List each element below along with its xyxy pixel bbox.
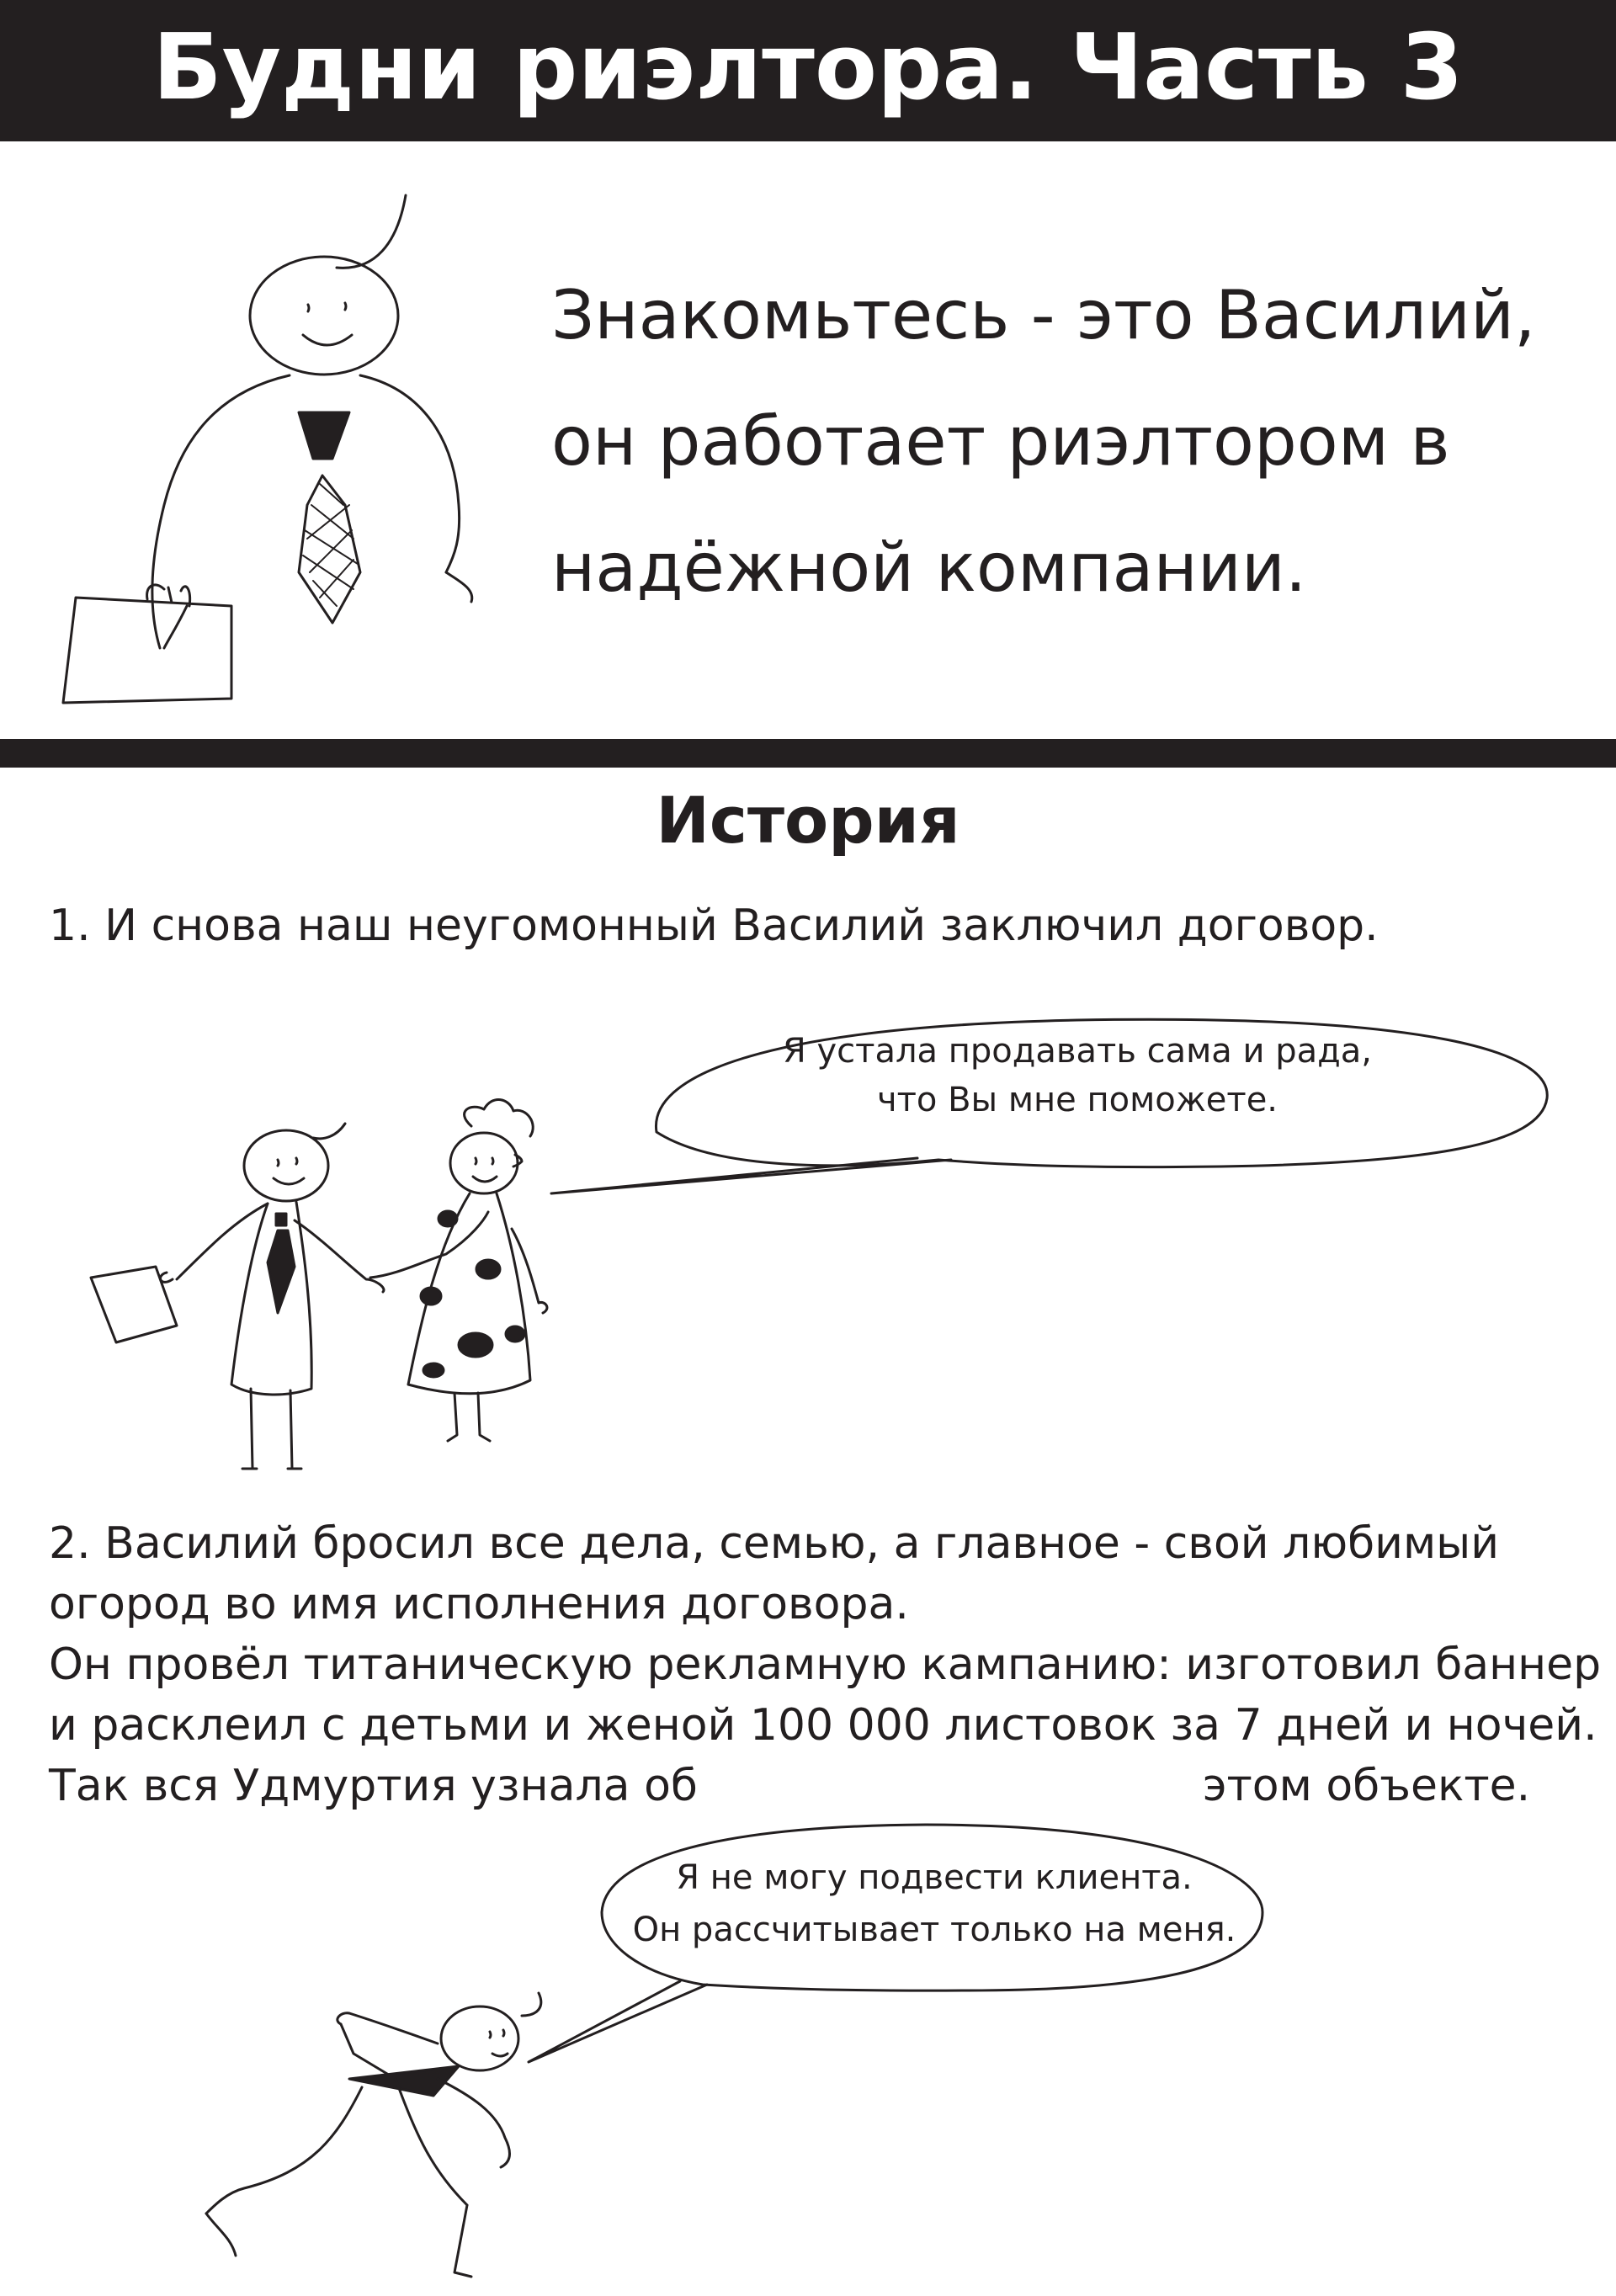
speech-bubble-2-text — [599, 1852, 1269, 1956]
section-heading: История — [656, 783, 960, 858]
intro-line: надёжной компании. — [551, 529, 1307, 607]
bubble-line: Он рассчитывает только на меня. — [632, 1911, 1236, 1949]
bubble-line: что Вы мне поможете. — [876, 1081, 1278, 1119]
story-line-part: Так вся Удмуртия узнала об — [49, 1761, 698, 1811]
story-line: Он провёл титаническую рекламную кампанию: изготовил баннер — [49, 1640, 1602, 1690]
bubble-line: Я не могу подвести клиента. — [676, 1858, 1193, 1897]
story-line: огород во имя исполнения договора. — [49, 1579, 909, 1629]
bubble-line: Я устала продавать сама и рада, — [782, 1032, 1373, 1071]
story-line-part: этом объекте. — [1202, 1761, 1531, 1811]
story-item-1: 1. И снова наш неугомонный Василий заключил договор. — [49, 901, 1379, 951]
intro-line: Знакомьтесь - это Василий, — [551, 276, 1536, 354]
speech-bubble-1-text — [648, 1027, 1507, 1124]
story-line: 2. Василий бросил все дела, семью, а главное - свой любимый — [49, 1518, 1500, 1569]
handshake-illustration — [91, 1099, 547, 1469]
vasily-running-illustration — [206, 1993, 541, 2277]
story-line-final — [49, 1756, 1601, 1816]
story-line: и расклеил с детьми и женой 100 000 листовок за 7 дней и ночей. — [49, 1700, 1597, 1751]
story-item-2 — [49, 1513, 1601, 1816]
page-title: Будни риэлтора. Часть 3 — [152, 15, 1464, 120]
vasily-standing-illustration — [63, 195, 472, 703]
intro-text — [551, 252, 1595, 631]
intro-line: он работает риэлтором в — [551, 402, 1450, 481]
section-divider — [0, 739, 1616, 768]
